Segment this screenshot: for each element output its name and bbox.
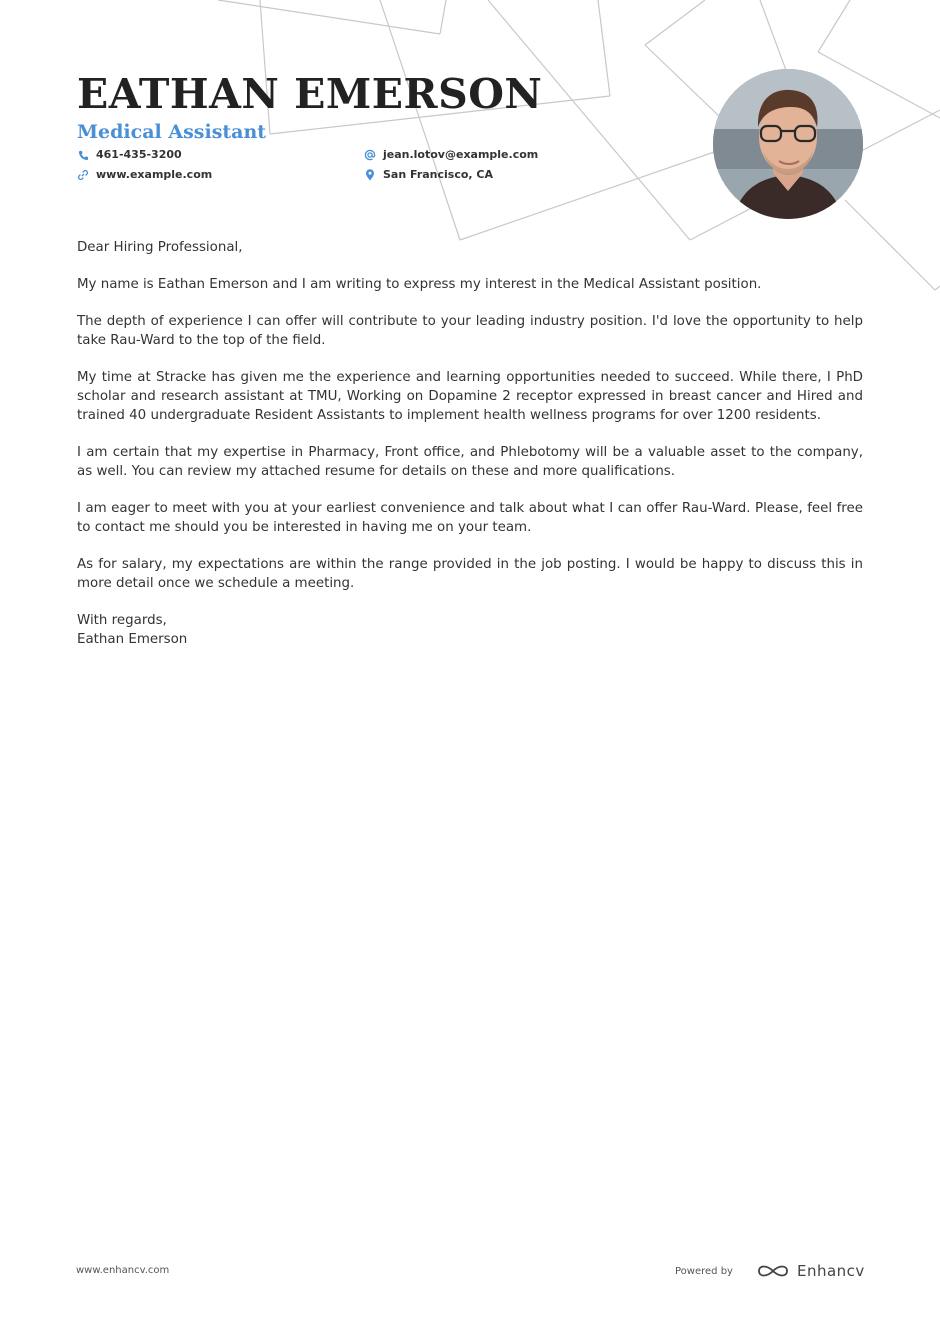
powered-by-label: Powered by: [675, 1265, 733, 1277]
contact-email[interactable]: [364, 147, 538, 163]
letter-paragraph: The depth of experience I can offer will contribute to your leading industry position. I'd love the opportunity to help take Rau-Ward to the top of the field.: [77, 314, 863, 348]
letter-paragraph: I am eager to meet with you at your earliest convenience and talk about what I can offer Rau-Ward. Please, feel free to contact me should you be interested in having me on your team.: [77, 501, 863, 535]
letter-paragraph: I am certain that my expertise in Pharmacy, Front office, and Phlebotomy will be a valuable asset to the company, as well. You can review my attached resume for details on these and more qualifications.: [77, 445, 863, 479]
candidate-name: EATHAN EMERSON: [77, 70, 543, 118]
website-value[interactable]: www.example.com: [96, 168, 213, 181]
job-title: Medical Assistant: [77, 121, 267, 143]
letter-signature: Eathan Emerson: [77, 632, 188, 647]
location-value: San Francisco, CA: [383, 168, 494, 181]
cover-letter-body: [77, 238, 863, 649]
letter-signoff: [77, 611, 863, 649]
phone-value: 461-435-3200: [96, 148, 182, 161]
letter-greeting: Dear Hiring Professional,: [77, 240, 243, 255]
letter-paragraph: My name is Eathan Emerson and I am writing to express my interest in the Medical Assistant position.: [77, 277, 762, 292]
contact-location: [364, 167, 493, 183]
contact-website[interactable]: [77, 167, 212, 183]
contact-info: [77, 147, 677, 187]
enhancv-logo-text: Enhancv: [796, 1262, 865, 1280]
location-pin-icon: [364, 169, 376, 181]
resume-header: [77, 68, 697, 144]
footer-site-link[interactable]: www.enhancv.com: [76, 1265, 170, 1276]
phone-icon: [77, 149, 89, 161]
profile-photo: [713, 69, 863, 219]
footer-branding: [675, 1262, 865, 1280]
link-icon: [77, 169, 89, 181]
letter-paragraph: As for salary, my expectations are within the range provided in the job posting. I would be happy to discuss this in more detail once we schedule a meeting.: [77, 557, 863, 591]
enhancv-logo-icon: [757, 1263, 789, 1279]
at-icon: [364, 149, 376, 161]
email-value[interactable]: jean.lotov@example.com: [383, 148, 539, 161]
letter-closing: With regards,: [77, 613, 167, 628]
letter-paragraph: My time at Stracke has given me the experience and learning opportunities needed to succeed. While there, I PhD scholar and research assistant at TMU, Working on Dopamine 2 receptor expressed in breast cancer and Hired and trained 40 undergraduate Resident Assistants to implement health wellness programs for over 1200 residents.: [77, 370, 863, 423]
contact-phone: [77, 147, 182, 163]
enhancv-logo[interactable]: [757, 1262, 865, 1280]
